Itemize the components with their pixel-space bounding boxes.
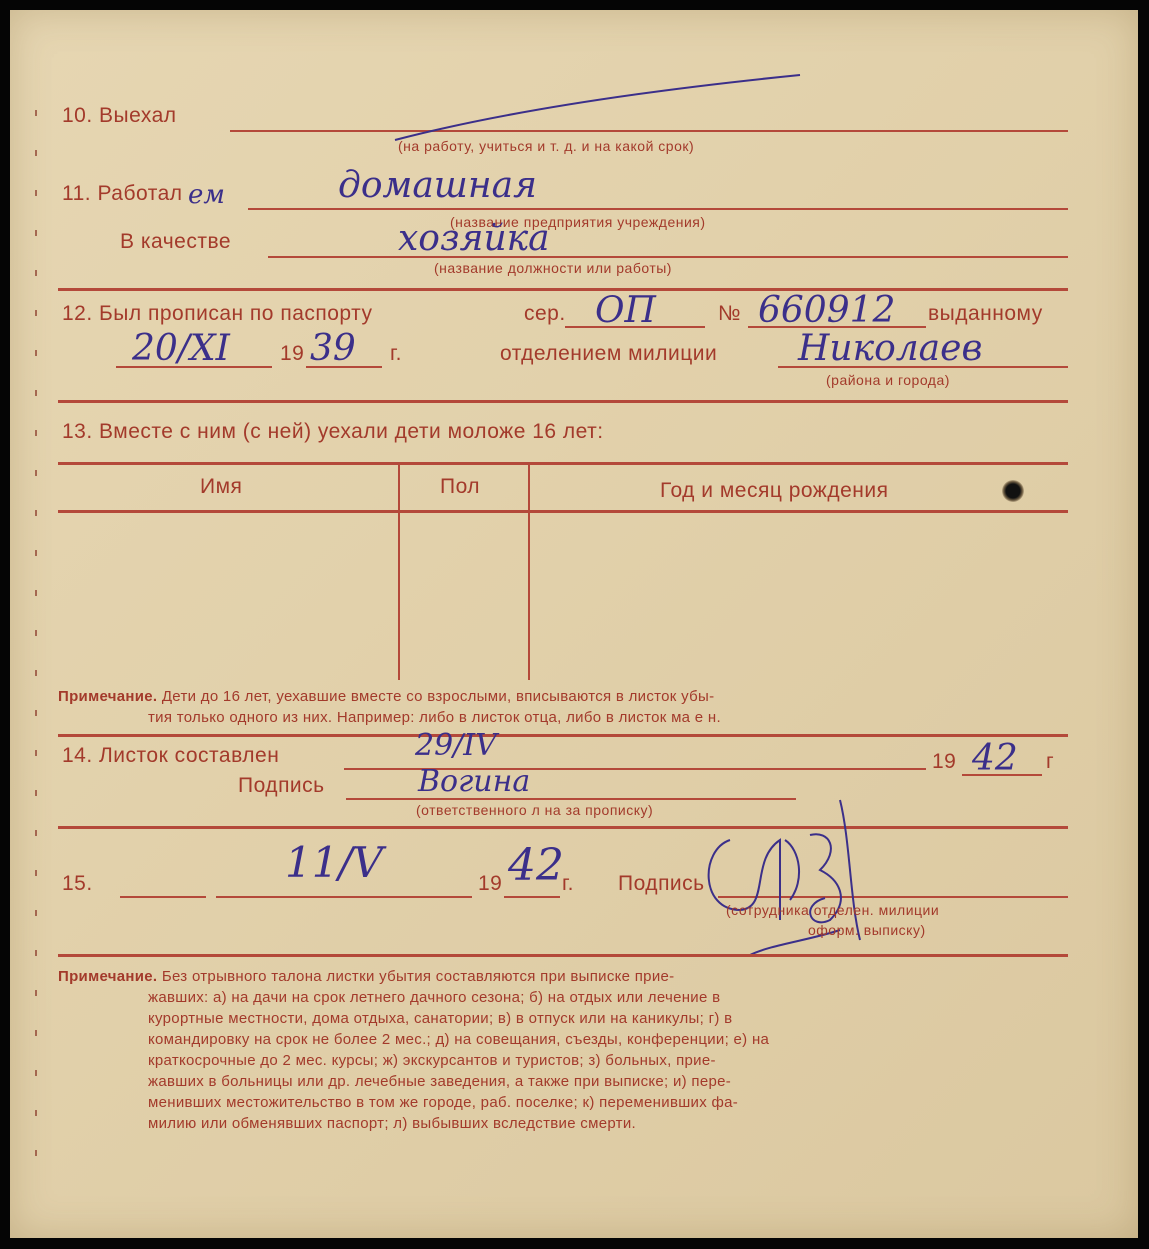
note1-line1: Дети до 16 лет, уехавшие вместе со взрослыми, вписываются в листок убы- bbox=[161, 688, 715, 705]
field15-year-suffix: г. bbox=[562, 872, 574, 895]
field11-line bbox=[248, 208, 1068, 210]
field14-year-suffix: г bbox=[1046, 750, 1055, 773]
field12-num-value: 660912 bbox=[758, 290, 896, 331]
field12-date-line bbox=[116, 366, 272, 368]
field12-date-value: 20/XI bbox=[132, 328, 230, 369]
field15-day-line bbox=[120, 896, 206, 898]
table-col-divider-2 bbox=[528, 464, 530, 680]
strike-stroke bbox=[390, 70, 810, 150]
note2-prefix: Примечание. bbox=[58, 968, 158, 985]
field12-dept-label: отделением милиции bbox=[500, 342, 718, 365]
note2-line7: менивших местожительство в том же городе, раб. поселке; к) переменивших фа- bbox=[148, 1094, 739, 1111]
field12-ser-value: ОП bbox=[595, 290, 656, 331]
field11-label: 11. Работал bbox=[62, 182, 183, 205]
field11-role-label: В качестве bbox=[120, 230, 232, 253]
note1 bbox=[58, 686, 714, 707]
field11-value: домашная bbox=[338, 165, 537, 206]
field13-label: 13. Вместе с ним (с ней) уехали дети моложе 16 лет: bbox=[62, 420, 604, 443]
field12-year-suffix: г. bbox=[390, 342, 402, 365]
field12-label: 12. Был прописан по паспорту bbox=[62, 302, 373, 325]
field15-date-line bbox=[216, 896, 472, 898]
field12-num-label: № bbox=[718, 302, 742, 325]
form-sheet bbox=[10, 10, 1138, 1238]
field12-year-line bbox=[306, 366, 382, 368]
field15-caption2: оформ. выписку) bbox=[808, 922, 926, 938]
field14-year-line bbox=[962, 774, 1042, 776]
field11-role-value: хозяйка bbox=[398, 218, 550, 259]
separator-4 bbox=[58, 826, 1068, 829]
field11-suffix: ем bbox=[188, 180, 225, 210]
field12-issued-label: выданному bbox=[928, 302, 1043, 325]
note2-line6: жавших в больницы или др. лечебные заведения, а также при выписке; и) пере- bbox=[148, 1073, 732, 1090]
table-col-divider-1 bbox=[398, 464, 400, 680]
note2-line3: курортные местности, дома отдыха, санатории; в) в отпуск или на каникулы; г) в bbox=[148, 1010, 733, 1027]
note2-line1: Без отрывного талона листки убытия составляются при выписке прие- bbox=[161, 968, 675, 985]
field11-role-caption: (название должности или работы) bbox=[434, 260, 672, 276]
field15-date-value: 11/V bbox=[285, 838, 383, 887]
field15-year-prefix: 19 bbox=[478, 872, 503, 895]
table-header-name: Имя bbox=[200, 475, 243, 498]
note2-line1-row bbox=[58, 966, 674, 987]
separator-1 bbox=[58, 288, 1068, 291]
field11-role-line bbox=[268, 256, 1068, 258]
separator-3 bbox=[58, 734, 1068, 737]
field10-label: 10. Выехал bbox=[62, 104, 177, 127]
field15-year-value: 42 bbox=[508, 840, 564, 891]
field14-sign-value: Вогина bbox=[418, 764, 531, 799]
field12-dept-line bbox=[778, 366, 1068, 368]
separator-5 bbox=[58, 954, 1068, 957]
table-header-birth: Год и месяц рождения bbox=[660, 479, 889, 502]
field12-year-value: 39 bbox=[310, 328, 356, 369]
field14-date-value: 29/IV bbox=[415, 728, 497, 763]
field14-year-value: 42 bbox=[972, 738, 1018, 779]
field14-sign-label: Подпись bbox=[238, 774, 325, 797]
field12-ser-label: сер. bbox=[524, 302, 566, 325]
table-header-rule bbox=[58, 510, 1068, 513]
perforation-edge bbox=[35, 110, 37, 1160]
note1-line2: тия только одного из них. Например: либо в листок отца, либо в листок ма е н. bbox=[148, 709, 721, 726]
note2-line5: краткосрочные до 2 мес. курсы; ж) экскурсантов и туристов; з) больных, прие- bbox=[148, 1052, 716, 1069]
field12-caption: (района и города) bbox=[826, 372, 950, 388]
field14-year-prefix: 19 bbox=[932, 750, 957, 773]
officer-signature bbox=[690, 780, 890, 970]
field11-caption: (название предприятия учреждения) bbox=[450, 214, 706, 230]
field15-label: 15. bbox=[62, 872, 93, 895]
field15-sign-label: Подпись bbox=[618, 872, 705, 895]
punch-hole bbox=[1002, 480, 1024, 502]
note2-line2: жавших: а) на дачи на срок летнего дачного сезона; б) на отдых или лечение в bbox=[148, 989, 721, 1006]
field15-year-line bbox=[504, 896, 560, 898]
field12-ser-line bbox=[565, 326, 705, 328]
field12-year-prefix: 19 bbox=[280, 342, 305, 365]
field14-caption: (ответственного л на за прописку) bbox=[416, 802, 654, 818]
note2-line8: милию или обменявших паспорт; л) выбывших вследствие смерти. bbox=[148, 1115, 636, 1132]
field15-caption1: (сотрудника отделен. милиции bbox=[726, 902, 940, 918]
note1-prefix: Примечание. bbox=[58, 688, 158, 705]
separator-2 bbox=[58, 400, 1068, 403]
field12-dept-value: Николаев bbox=[798, 328, 983, 369]
note2-line4: командировку на срок не более 2 мес.; д) на совещания, съезды, конференции; е) на bbox=[148, 1031, 770, 1048]
table-top-rule bbox=[58, 462, 1068, 465]
field14-label: 14. Листок составлен bbox=[62, 744, 280, 767]
table-header-sex: Пол bbox=[440, 475, 481, 498]
field10-caption: (на работу, учиться и т. д. и на какой срок) bbox=[398, 138, 695, 154]
